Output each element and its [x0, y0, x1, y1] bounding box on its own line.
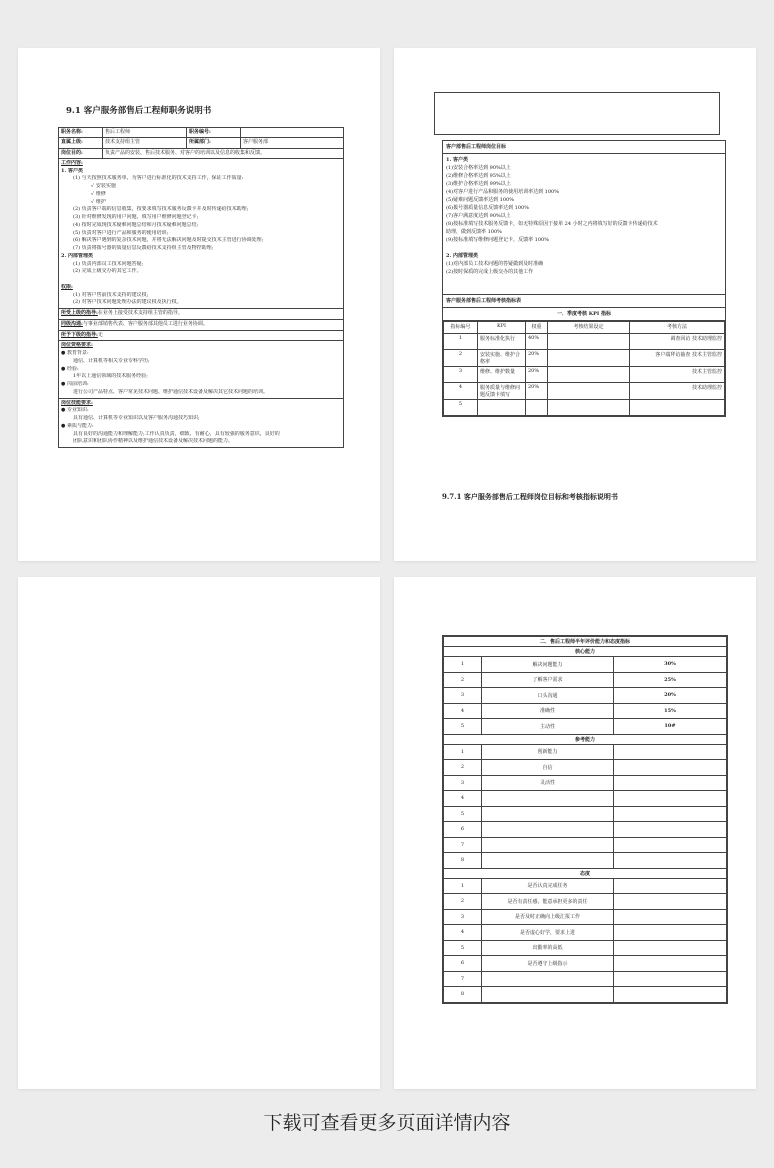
eval-weight [614, 878, 727, 894]
eval-weight [614, 971, 727, 987]
eval-weight [614, 925, 727, 941]
row-purpose [59, 149, 343, 159]
eval-no: 4 [444, 791, 482, 807]
section-skills [59, 399, 343, 448]
eval-weight [614, 822, 727, 838]
goals-cat1: 1. 客户类 [446, 157, 468, 163]
eval-item: 是否有责任感，能意承担更多的责任 [482, 894, 614, 910]
eval-no: 4 [444, 703, 482, 719]
kpi-result [548, 383, 630, 400]
goal-item: (7)客户满意度达到 90%以上 [446, 213, 511, 219]
supervision-text: 在业务上接受技术支持组主管的指导。 [97, 310, 183, 316]
eval-item: 自信 [482, 760, 614, 776]
work-content-item: ✓ 维护 [91, 198, 106, 205]
eval-item: 是否虚心好学，要求上进 [482, 925, 614, 941]
goal-item: (1)对内部员工技术问题的答疑做到及时准确 [446, 261, 544, 267]
eval-weight: 30% [614, 657, 727, 673]
qualification-list [61, 350, 341, 397]
eval-weight [614, 837, 727, 853]
work-content-item: (1) 与天按照技术服务单，为客户进行标准化的技术支持工作，保证工作质量: [73, 175, 244, 182]
qualification-item: ● 岗前培训: [61, 381, 89, 387]
evaluation-row [444, 657, 727, 673]
eval-no: 7 [444, 971, 482, 987]
row-job-name [59, 128, 343, 138]
eval-no: 7 [444, 837, 482, 853]
page2-footer-title: 9.7.1 客户服务部售后工程师岗位目标和考核指标说明书 [442, 492, 618, 501]
row-supervision [59, 309, 343, 320]
evaluation-row [444, 760, 727, 776]
kpi-name: 服务质量与维修问题反馈卡填写 [478, 383, 526, 400]
value-job-code [241, 128, 343, 137]
kpi-weight: 20% [526, 367, 548, 383]
goals-kpi-table [442, 140, 726, 417]
evaluation-row [444, 909, 727, 925]
work-content-list [61, 168, 341, 277]
eval-item [482, 822, 614, 838]
eval-no: 3 [444, 775, 482, 791]
evaluation-row [444, 853, 727, 869]
eval-no: 1 [444, 744, 482, 760]
kpi-name: 安装实施、维护合格率 [478, 350, 526, 367]
goal-item: (6)拨号器质量信息反馈率达到 100% [446, 205, 529, 211]
qualification-item: 进行公司产品特点、客户常见技术问题、维护通信技术设备及解决其它技术问题的培训。 [73, 388, 269, 395]
row-superior [59, 138, 343, 148]
eval-item: 主动性 [482, 719, 614, 735]
evaluation-row [444, 775, 727, 791]
qualification-heading: 岗位资格要求: [61, 342, 93, 349]
eval-no: 8 [444, 987, 482, 1003]
eval-weight [614, 775, 727, 791]
goals-title: 客户部售后工程师岗位目标 [443, 141, 725, 154]
evaluation-row [444, 837, 727, 853]
kpi-weight [526, 400, 548, 416]
goal-item: (4)对客户进行产品和服务的使用培训率达到 100% [446, 189, 559, 195]
evaluation-row [444, 940, 727, 956]
evaluation-row [444, 925, 727, 941]
eval-no: 3 [444, 909, 482, 925]
evaluation-row [444, 878, 727, 894]
download-caption: 下载可查看更多页面详情内容 [263, 1112, 511, 1134]
qualification-item: 1年以上通信领域的技术服务经验; [73, 373, 148, 380]
kpi-method: 技术主管监控 [630, 367, 725, 383]
skills-heading: 岗位技能要求: [61, 399, 93, 406]
kpi-header: 考核方法 [630, 322, 725, 334]
eval-no: 2 [444, 760, 482, 776]
eval-no: 3 [444, 688, 482, 704]
work-content-item: (1) 负责内部员工技术问题答疑; [73, 260, 144, 267]
eval-weight [614, 940, 727, 956]
evaluation-row [444, 703, 727, 719]
kpi-weight: 20% [526, 350, 548, 367]
eval-item [482, 971, 614, 987]
eval-item [482, 791, 614, 807]
eval-weight [614, 744, 727, 760]
eval-item [482, 987, 614, 1003]
eval-no: 8 [444, 853, 482, 869]
eval-weight: 20% [614, 688, 727, 704]
label-job-name: 职务名称: [59, 128, 103, 137]
eval-item: 是否遵守上级指示 [482, 956, 614, 972]
work-content-item: (6) 解决客户遇到的复杂技术问题，并将无法解决问题及时提交技术主管进行协调处理; [73, 237, 264, 244]
goals-section [443, 154, 725, 295]
work-content-item: (2) 完成上级交办的其它工作。 [73, 268, 142, 275]
evaluation-row [444, 806, 727, 822]
kpi-table [443, 321, 725, 416]
eval-item [482, 837, 614, 853]
core-heading: 核心能力 [444, 647, 727, 657]
authority-item: (2) 对客户技术问题处理办法的建议权及执行权。 [73, 299, 182, 306]
evaluation-row [444, 987, 727, 1003]
eval-no: 6 [444, 956, 482, 972]
eval-weight [614, 760, 727, 776]
kpi-method: 技术助理监控 [630, 383, 725, 400]
subordinate-label: 所予下级的指导: [61, 331, 98, 338]
kpi-subtitle: 一．季度考核 KPI 指标 [443, 308, 725, 321]
eval-no: 1 [444, 878, 482, 894]
supervision-label: 所受上级的指导: [61, 310, 98, 316]
document-page-3 [18, 577, 380, 1089]
kpi-row [444, 400, 725, 416]
eval-weight [614, 806, 727, 822]
eval-weight [614, 894, 727, 910]
eval-item: 了解客户需求 [482, 672, 614, 688]
goal-item: (2)按时保质的完成上级交办的其他工作 [446, 269, 534, 275]
kpi-method: 客户端拜访抽查 技术主管监控 [630, 350, 725, 367]
kpi-name [478, 400, 526, 416]
kpi-header: KPI [478, 322, 526, 334]
evaluation-table [442, 635, 728, 1004]
goals-cat2: 2. 内部管理类 [446, 253, 478, 259]
eval-no: 5 [444, 719, 482, 735]
section-qualification [59, 341, 343, 398]
eval-no: 2 [444, 672, 482, 688]
kpi-header: 权重 [526, 322, 548, 334]
page1-title: 9.1 客户服务部售后工程师职务说明书 [66, 106, 212, 116]
kpi-result [548, 367, 630, 383]
evaluation-row [444, 719, 727, 735]
goal-item: 助理，做到反馈率 100% [446, 229, 502, 235]
label-department: 所属部门: [187, 138, 241, 147]
eval-weight [614, 987, 727, 1003]
eval-no: 1 [444, 657, 482, 673]
kpi-row [444, 367, 725, 383]
work-content-item: (5) 负责对客户进行产品和服务的使用培训; [73, 229, 169, 236]
goal-item: (3)维护合格率达到 99%以上 [446, 181, 511, 187]
work-content-item: (4) 按时完成现技术疑难问题总结和月技术疑难问题总结; [73, 221, 199, 228]
eval-no: 6 [444, 822, 482, 838]
kpi-header: 考核结果设定 [548, 322, 630, 334]
skills-item: 具有良好的沟通能力和理解能力;工作认真负责，细致、有耐心，具有较强的服务意识，良好的 [73, 430, 280, 437]
document-page-4 [394, 577, 756, 1089]
kpi-title: 客户服务部售后工程师考核指标表 [443, 295, 725, 308]
eval-no: 4 [444, 925, 482, 941]
eval-no: 5 [444, 806, 482, 822]
goal-item: (9)按标准填写维修问题登记卡，反馈率 100% [446, 237, 549, 243]
work-content-heading: 工作内容: [61, 159, 83, 166]
row-peer-communication [59, 320, 343, 331]
kpi-name: 维修、维护数量 [478, 367, 526, 383]
row-subordinate [59, 331, 343, 342]
att-heading: 态度 [444, 868, 727, 878]
skills-item: ● 素质与能力: [61, 422, 94, 429]
skills-item: ● 专业知识: [61, 407, 89, 414]
ref-heading: 参考能力 [444, 734, 727, 744]
eval-weight [614, 956, 727, 972]
eval-no: 2 [444, 894, 482, 910]
goal-item: (2)维修合格率达到 95%以上 [446, 173, 511, 179]
header-box [434, 92, 720, 135]
evaluation-row [444, 894, 727, 910]
goal-item: (1)安装合格率达到 90%以上 [446, 165, 511, 171]
kpi-row [444, 350, 725, 367]
label-superior: 直属上级: [59, 138, 103, 147]
kpi-weight: 40% [526, 334, 548, 350]
eval-no: 5 [444, 940, 482, 956]
evaluation-row [444, 956, 727, 972]
authority-heading: 权限: [61, 283, 73, 290]
authority-item: (1) 对客户售前技术支持的建议权; [73, 291, 149, 298]
evaluation-row [444, 971, 727, 987]
value-job-name: 售后工程师 [103, 128, 187, 137]
eval-item: 创新能力 [482, 744, 614, 760]
kpi-row [444, 383, 725, 400]
eval-item [482, 806, 614, 822]
subordinate-text: 无 [97, 331, 103, 338]
eval-weight: 10# [614, 719, 727, 735]
section-work-content [59, 159, 343, 309]
job-description-table [58, 127, 344, 448]
goal-item: (5)疑难问题反馈率达到 100% [446, 197, 514, 203]
eval-weight [614, 909, 727, 925]
work-content-item: (2) 负责客户端的信息收集，按要求填写技术服务反馈卡并及时传递给技术助理; [73, 206, 249, 213]
evaluation-row [444, 791, 727, 807]
kpi-no: 4 [444, 383, 478, 400]
kpi-no: 3 [444, 367, 478, 383]
eval-weight: 15% [614, 703, 727, 719]
eval-item: 准确性 [482, 703, 614, 719]
eval-item: 是否认真完成任务 [482, 878, 614, 894]
evaluation-row [444, 744, 727, 760]
evaluation-row [444, 822, 727, 838]
skills-item: 团队意识和团队协作精神以及维护通信技术设备及解决技术问题的能力。 [73, 438, 234, 445]
eval-item: 是否及时正确向上级汇报工作 [482, 909, 614, 925]
skills-item: 具有通信、计算机等专业知识以及客户服务沟通技巧知识; [73, 415, 200, 421]
kpi-method: 调查回访 技术助理监控 [630, 334, 725, 350]
kpi-header-row [444, 322, 725, 334]
eval-item: 口头沟通 [482, 688, 614, 704]
goal-item: (8)按标准填写技术服务反馈卡，如无特殊原因于接单 24 小时之内将填写好的反馈卡传递给技术 [446, 221, 658, 227]
work-content-item: ✓ 安装实施 [91, 183, 116, 189]
label-purpose: 岗位目的: [59, 149, 103, 158]
work-content-item: 2. 内部管理类 [61, 252, 93, 259]
value-superior: 技术支持组主管 [103, 138, 187, 147]
kpi-name: 服务标准化执行 [478, 334, 526, 350]
eval-weight [614, 853, 727, 869]
work-content-item: (7) 负责将拨号器的质量信息反馈给技术支持组主管及物控助理; [73, 245, 214, 251]
work-content-item: 1. 客户类 [61, 167, 83, 174]
peer-comm-text: 与事业部销售代表、客户服务部其他员工进行业务协调。 [82, 320, 208, 327]
eval-item [482, 853, 614, 869]
eval-weight [614, 791, 727, 807]
goals2-list [446, 260, 722, 276]
kpi-result [548, 350, 630, 367]
kpi-header: 指标编号 [444, 322, 478, 334]
value-purpose: 负责产品的安装、售后技术服务、对客户的培训以及信息的收集和反馈。 [105, 149, 266, 156]
qualification-item: ● 经验: [61, 365, 79, 372]
eval-item: 解决问题能力 [482, 657, 614, 673]
evaluation-title: 二．售后工程师半年评价能力和态度指标 [444, 637, 727, 647]
kpi-no: 1 [444, 334, 478, 350]
evaluation-row [444, 672, 727, 688]
document-page-2 [394, 48, 756, 561]
eval-item: 灵活性 [482, 775, 614, 791]
kpi-weight: 20% [526, 383, 548, 400]
work-content-item: ✓ 维修 [91, 190, 106, 197]
kpi-no: 5 [444, 400, 478, 416]
kpi-no: 2 [444, 350, 478, 367]
peer-comm-label: 同级沟通: [61, 320, 83, 327]
label-job-code: 职务编号: [187, 128, 241, 137]
kpi-row [444, 334, 725, 350]
document-page-1 [18, 48, 380, 561]
goals1-list [446, 164, 722, 244]
work-content-item: (3) 针对维修发现的用户问题，填写用户维修问题登记卡; [73, 214, 199, 220]
qualification-item: ● 教育背景: [61, 350, 89, 356]
kpi-result [548, 400, 630, 416]
evaluation-row [444, 688, 727, 704]
value-department: 客户服务部 [243, 139, 269, 146]
skills-list [61, 407, 341, 446]
qualification-item: 通信、计算机等相关专业专科学历; [73, 357, 150, 364]
eval-weight: 25% [614, 672, 727, 688]
kpi-method [630, 400, 725, 416]
kpi-result [548, 334, 630, 350]
eval-item: 出勤率的高低 [482, 940, 614, 956]
